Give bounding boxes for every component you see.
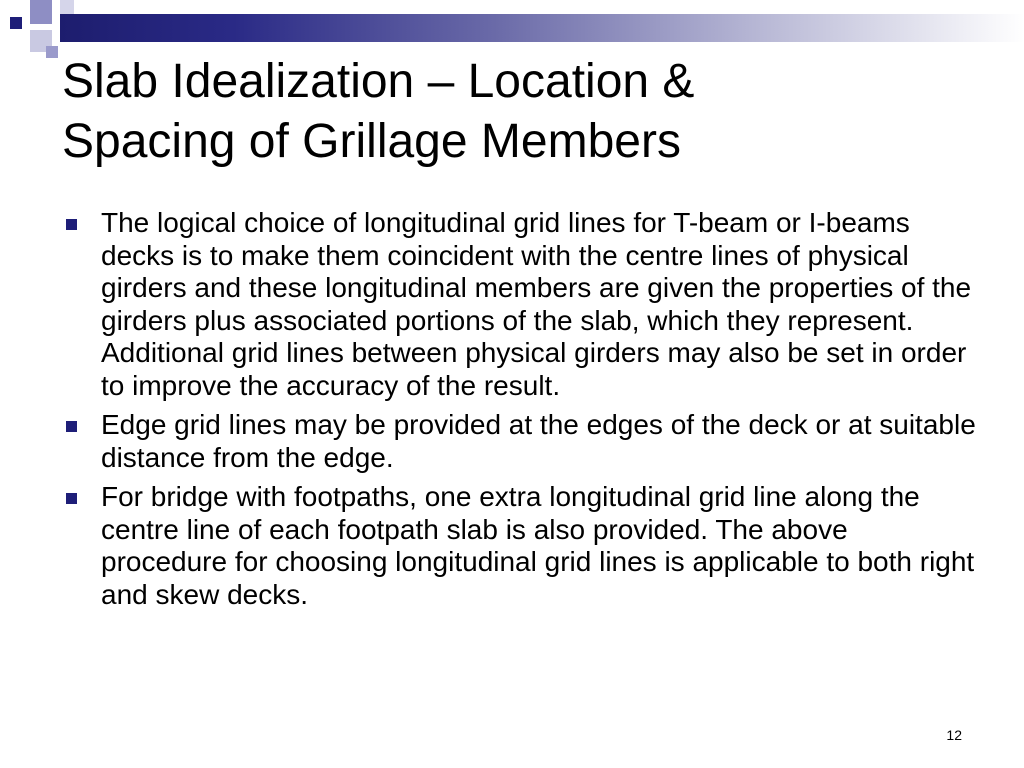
bullet-item (60, 481, 980, 611)
title-line-2: Spacing of Grillage Members (62, 115, 681, 168)
decorative-square (30, 0, 52, 24)
decorative-square (10, 17, 22, 29)
title-line-1: Slab Idealization – Location & (62, 55, 695, 108)
bullet-text: Edge grid lines may be provided at the edges of the deck or at suitable distance from the edge. (101, 409, 976, 473)
header-gradient-band (60, 14, 1024, 42)
square-bullet-icon (66, 421, 77, 432)
slide-title (62, 52, 962, 172)
bullet-list (60, 207, 980, 618)
square-bullet-icon (66, 493, 77, 504)
bullet-text: For bridge with footpaths, one extra longitudinal grid line along the centre line of each footpath slab is also provided. The above procedure for choosing longitudinal grid lines is applicable to both right and skew decks. (101, 481, 975, 610)
square-bullet-icon (66, 219, 77, 230)
bullet-text: The logical choice of longitudinal grid lines for T-beam or I-beams decks is to make them coincident with the centre lines of physical girders and these longitudinal members are given the properties of the girders plus associated portions of the slab, which they represent. Additional grid lines between physical girders may also be set in order to improve the accuracy of the result. (101, 207, 972, 401)
decorative-square (60, 0, 74, 14)
bullet-item (60, 409, 980, 474)
decorative-square (46, 46, 58, 58)
bullet-item (60, 207, 980, 402)
page-number: 12 (946, 727, 962, 743)
